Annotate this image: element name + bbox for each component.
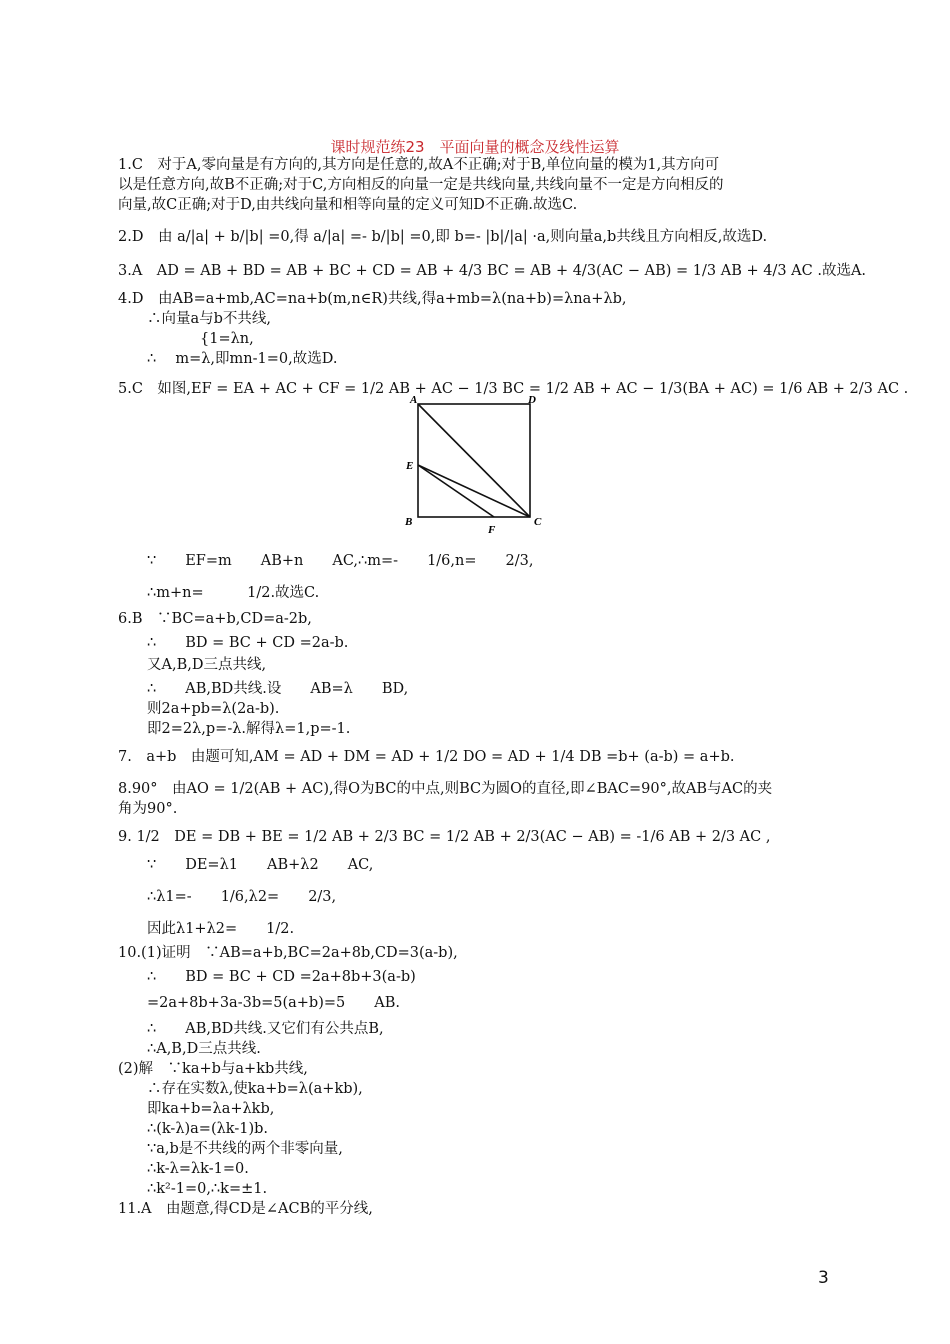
text-line: ∴(k-λ)a=(λk-1)b. <box>147 1121 269 1137</box>
label-f: F <box>488 524 496 533</box>
square-figure <box>402 393 552 533</box>
text-line: 3.A AD = AB + BD = AB + BC + CD = AB + 4/3 BC = AB + 4/3(AC − AB) = 1/3 AB + 4/3 AC .故选A. <box>118 263 867 279</box>
text-line: 11.A 由题意,得CD是∠ACB的平分线, <box>118 1201 373 1217</box>
text-line: =2a+8b+3a-3b=5(a+b)=5 AB. <box>147 995 400 1011</box>
text-line: ∵a,b是不共线的两个非零向量, <box>147 1141 343 1157</box>
text-line: 7. a+b 由题可知,AM = AD + DM = AD + 1/2 DO = AD + 1/4 DB =b+ (a-b) = a+b. <box>118 749 735 765</box>
diagonal-ac <box>418 404 530 517</box>
text-line: 即2=2λ,p=-λ.解得λ=1,p=-1. <box>147 721 351 737</box>
text-line: (2)解 ∵ka+b与a+kb共线, <box>118 1061 308 1077</box>
text-line: 以是任意方向,故B不正确;对于C,方向相反的向量一定是共线向量,共线向量不一定是方向相反的 <box>118 177 724 193</box>
text-line: 因此λ1+λ2= 1/2. <box>147 921 295 937</box>
text-line: ∴存在实数λ,使ka+b=λ(a+kb), <box>147 1081 363 1097</box>
text-line: 角为90°. <box>118 801 178 817</box>
text-line: ∵ EF=m AB+n AC,∴m=- 1/6,n= 2/3, <box>147 553 534 569</box>
text-line: 1.C 对于A,零向量是有方向的,其方向是任意的,故A不正确;对于B,单位向量的模为1,其方向可 <box>118 157 720 173</box>
label-e: E <box>406 460 414 472</box>
text-line: ∴k-λ=λk-1=0. <box>147 1161 249 1177</box>
text-line: 则2a+pb=λ(2a-b). <box>147 701 280 717</box>
text-line: 5.C 如图,EF = EA + AC + CF = 1/2 AB + AC − 1/3 BC = 1/2 AB + AC − 1/3(BA + AC) = 1/6 AB + 2/3 AC . <box>118 381 909 397</box>
text-line: 向量,故C正确;对于D,由共线向量和相等向量的定义可知D不正确.故选C. <box>118 197 578 213</box>
segment-ec <box>418 465 530 517</box>
label-c: C <box>534 516 542 528</box>
label-a: A <box>410 394 418 406</box>
text-line: ∵ DE=λ1 AB+λ2 AC, <box>147 857 374 873</box>
text-line: 6.B ∵BC=a+b,CD=a-2b, <box>118 611 312 627</box>
text-line: 4.D 由AB=a+mb,AC=na+b(m,n∈R)共线,得a+mb=λ(na+b)=λna+λb, <box>118 291 627 307</box>
text-line: ∴A,B,D三点共线. <box>147 1041 261 1057</box>
text-line: 又A,B,D三点共线, <box>147 657 267 673</box>
text-line: ∴m+n= 1/2.故选C. <box>147 585 320 601</box>
text-line: ∴ m=λ,即mn-1=0,故选D. <box>147 351 338 367</box>
text-line: ∴ AB,BD共线.设 AB=λ BD, <box>147 681 409 697</box>
text-line: 8.90° 由AO = 1/2(AB + AC),得O为BC的中点,则BC为圆O的直径,即∠BAC=90°,故AB与AC的夹 <box>118 781 773 797</box>
segment-ef <box>418 465 494 517</box>
label-b: B <box>405 516 413 528</box>
text-line: ∴k²-1=0,∴k=±1. <box>147 1181 268 1197</box>
page-title: 课时规范练23 平面向量的概念及线性运算 <box>330 138 620 156</box>
text-line: 10.(1)证明 ∵AB=a+b,BC=2a+8b,CD=3(a-b), <box>118 945 458 961</box>
text-line: ∴ BD = BC + CD =2a-b. <box>147 635 349 651</box>
page-number: 3 <box>818 1268 829 1288</box>
text-line: ∴向量a与b不共线, <box>147 311 272 327</box>
label-d: D <box>528 394 536 406</box>
text-line: 2.D 由 a/|a| + b/|b| =0,得 a/|a| =- b/|b| =0,即 b=- |b|/|a| ·a,则向量a,b共线且方向相反,故选D. <box>118 229 768 245</box>
text-line: 9. 1/2 DE = DB + BE = 1/2 AB + 2/3 BC = 1/2 AB + 2/3(AC − AB) = -1/6 AB + 2/3 AC , <box>118 829 771 845</box>
text-line: {1=λn, <box>200 331 254 347</box>
text-line: ∴λ1=- 1/6,λ2= 2/3, <box>147 889 337 905</box>
text-line: ∴ AB,BD共线.又它们有公共点B, <box>147 1021 384 1037</box>
text-line: ∴ BD = BC + CD =2a+8b+3(a-b) <box>147 969 416 985</box>
text-line: 即ka+b=λa+λkb, <box>147 1101 275 1117</box>
